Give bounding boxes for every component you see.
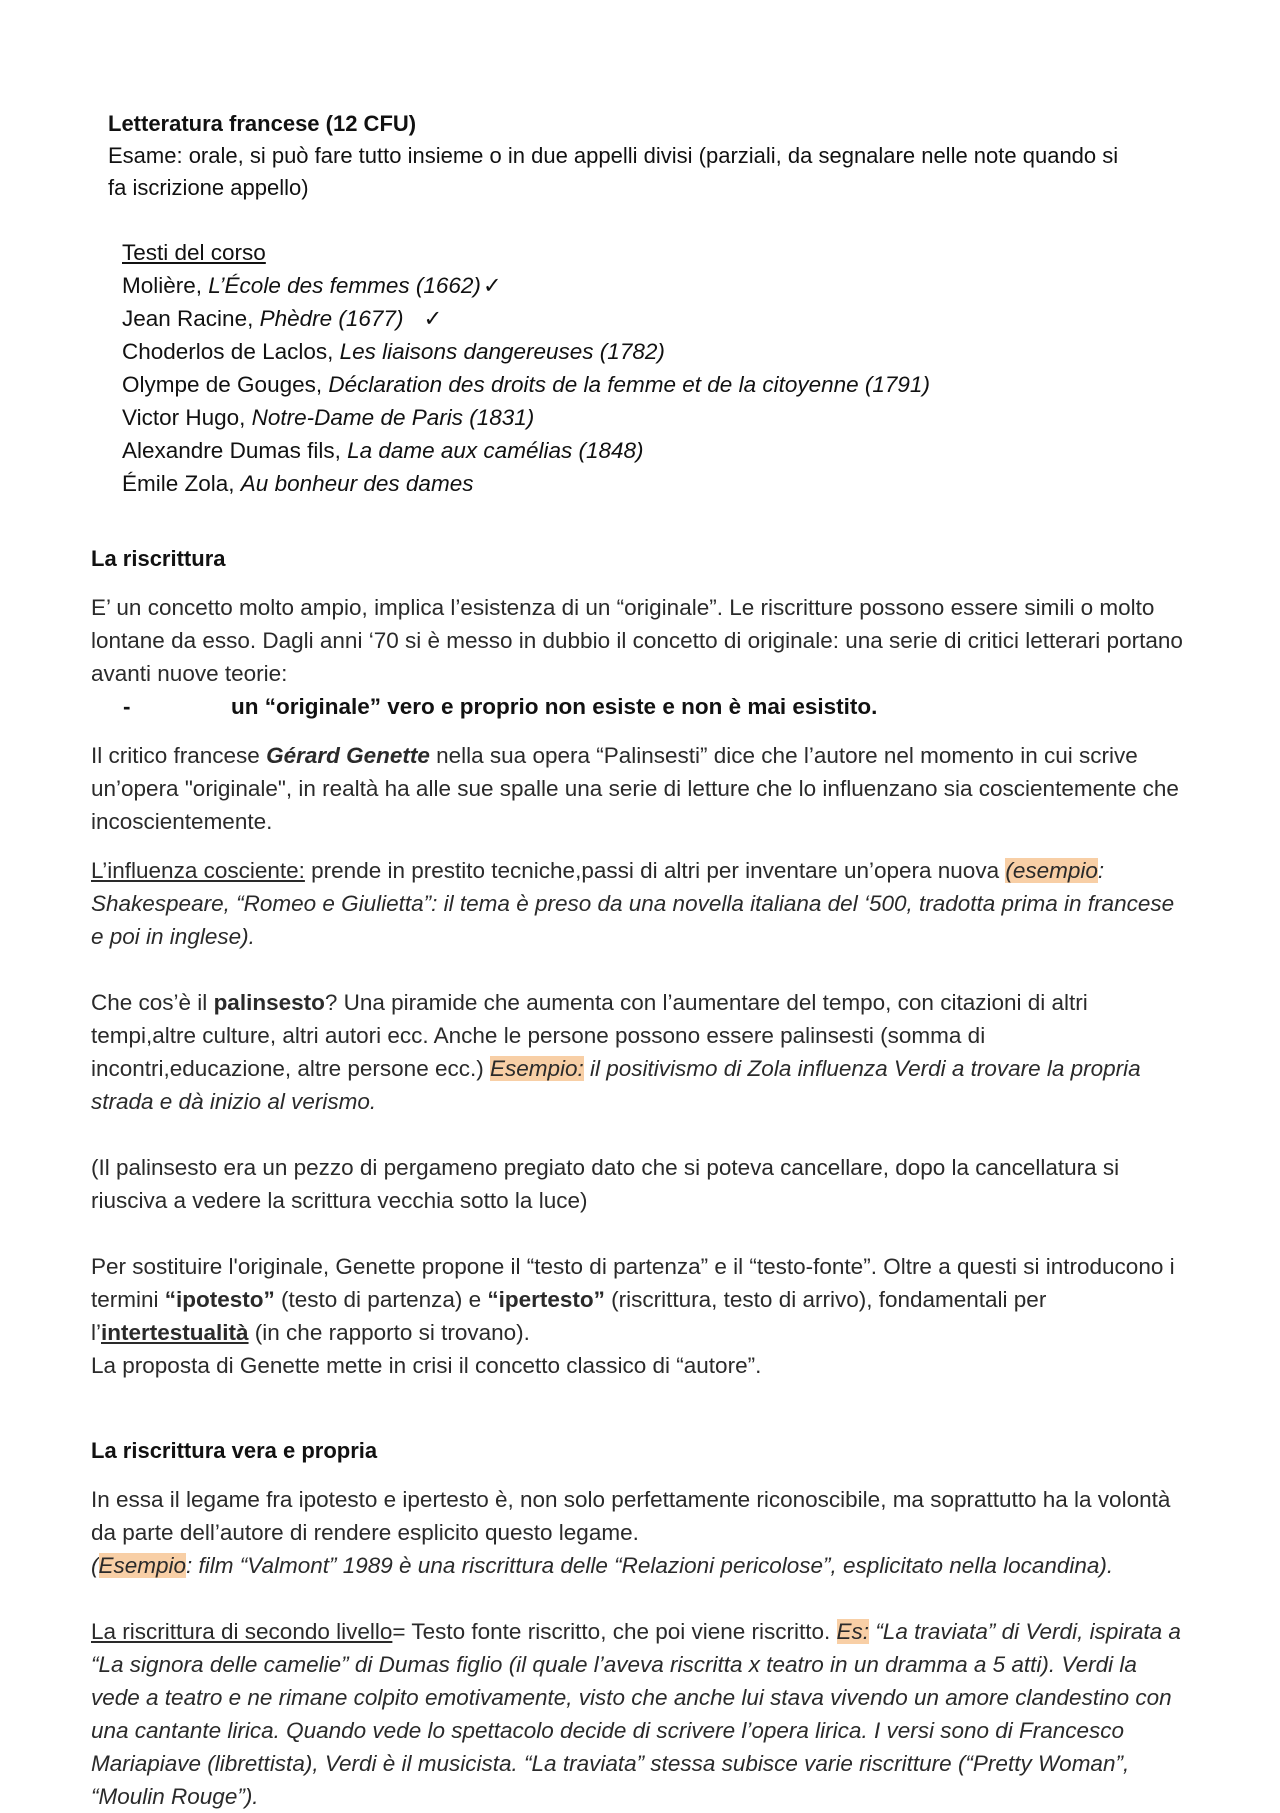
text-run: Per sostituire l'originale, Genette propone il “testo di partenza” e il “testo-fonte”. Oltre a questi si introducono i termini — [91, 1254, 1175, 1312]
book-item — [122, 368, 930, 401]
book-title: Les liaisons dangereuses (1782) — [339, 339, 665, 364]
book-item — [122, 335, 930, 368]
text-run: (in che rapporto si trovano). — [248, 1320, 530, 1345]
highlight: (esempio — [1005, 858, 1098, 883]
highlight: Es: — [836, 1619, 870, 1644]
book-author: Choderlos de Laclos, — [122, 339, 340, 364]
book-author: Olympe de Gouges, — [122, 372, 329, 397]
book-item — [122, 401, 930, 434]
book-title: Notre-Dame de Paris (1831) — [251, 405, 535, 430]
underlined-label: L’influenza cosciente: — [91, 858, 305, 883]
example-text: : film “Valmont” 1989 è una riscrittura delle “Relazioni pericolose”, esplicitato nella locandina). — [186, 1553, 1114, 1578]
paragraph — [91, 1483, 1191, 1582]
paragraph: E’ un concetto molto ampio, implica l’esistenza di un “originale”. Le riscritture possono essere simili o molto lontane da esso. Dagli anni ‘70 si è messo in dubbio il concetto di originale: una serie di critici letterari portano avanti nuove teorie: — [91, 595, 1183, 686]
section-riscrittura — [91, 542, 1191, 1382]
section-heading: La riscrittura vera e propria — [91, 1438, 378, 1463]
text-run: prende in prestito tecniche,passi di altri per inventare un’opera nuova — [304, 858, 1006, 883]
bold-underlined-term: intertestualità — [101, 1320, 249, 1345]
text-run: = Testo fonte riscritto, che poi viene riscritto. — [392, 1619, 837, 1644]
book-author: Molière, — [122, 273, 209, 298]
bullet-item — [91, 690, 1191, 723]
book-author: Victor Hugo, — [122, 405, 252, 430]
bold-term: “ipertesto” — [487, 1287, 605, 1312]
paragraph — [91, 1250, 1191, 1382]
paragraph — [91, 986, 1191, 1118]
paragraph: (Il palinsesto era un pezzo di pergameno pregiato dato che si poteva cancellare, dopo la cancellatura si riusciva a vedere la scrittura vecchia sotto la luce) — [91, 1155, 1120, 1213]
course-texts-heading: Testi del corso — [122, 240, 266, 265]
text-run: (testo di partenza) e — [274, 1287, 488, 1312]
highlight: Esempio: — [489, 1056, 584, 1081]
critic-name: Gérard Genette — [266, 743, 430, 768]
text-run: nella sua opera “Palinsesti” dice che l’autore nel momento in cui scrive un’opera "originale", in realtà ha alle sue spalle una serie di letture che lo influenzano sia coscientemente che incoscientemente. — [91, 743, 1179, 834]
book-title: Au bonheur des dames — [240, 471, 474, 496]
text-run: ? Una piramide che aumenta con l’aumentare del tempo, con citazioni di altri tempi,altre culture, altri autori ecc. Anche le persone possono essere palinsesti (somma di incontri,educazione, altre persone ecc.) — [91, 990, 1088, 1081]
book-author: Alexandre Dumas fils, — [122, 438, 348, 463]
text-run: Il critico francese — [91, 743, 267, 768]
example-text: : Shakespeare, “Romeo e Giulietta”: il tema è preso da una novella italiana del ‘500, tradotta prima in francese e poi in inglese). — [91, 858, 1175, 949]
underlined-label: La riscrittura di secondo livello — [91, 1619, 393, 1644]
text-run: Che cos’è il — [91, 990, 214, 1015]
course-texts — [122, 236, 930, 500]
check-icon: ✓ — [423, 306, 443, 331]
book-item — [122, 302, 930, 335]
book-author: Jean Racine, — [122, 306, 260, 331]
section-riscrittura-vera — [91, 1434, 1191, 1813]
book-author: Émile Zola, — [122, 471, 241, 496]
book-item — [122, 467, 930, 500]
text-run: (riscrittura, testo di arrivo), fondamentali per l’ — [91, 1287, 1047, 1345]
exam-info: Esame: orale, si può fare tutto insieme o in due appelli divisi (parziali, da segnalare nelle note quando si fa iscrizione appello) — [108, 143, 1119, 200]
bullet-text: un “originale” vero e proprio non esiste e non è mai esistito. — [231, 694, 878, 719]
course-header — [108, 108, 1128, 204]
book-item — [122, 434, 930, 467]
bullet-dash: - — [123, 694, 131, 719]
book-title: La dame aux camélias (1848) — [347, 438, 644, 463]
text-run: ( — [91, 1553, 99, 1578]
example-text: il positivismo di Zola influenza Verdi a trovare la propria strada e dà inizio al verismo. — [91, 1056, 1141, 1114]
paragraph — [91, 739, 1191, 838]
bold-term: “ipotesto” — [164, 1287, 275, 1312]
paragraph — [91, 1615, 1191, 1813]
text-run: In essa il legame fra ipotesto e ipertesto è, non solo perfettamente riconoscibile, ma soprattutto ha la volontà da parte dell’autore di rendere esplicito questo legame. — [91, 1487, 1171, 1545]
section-heading: La riscrittura — [91, 546, 226, 571]
example-text: “La traviata” di Verdi, ispirata a “La signora delle camelie” di Dumas figlio (il quale l’aveva riscritta x teatro in un dramma a 5 atti). Verdi la vede a teatro e ne rimane colpito emotivamente, visto che anche lui stava vivendo un amore clandestino con una cantante lirica. Quando vede lo spettacolo decide di scrivere l’opera lirica. I versi sono di Francesco Mariapiave (librettista), Verdi è il musicista. “La traviata” stessa subisce varie riscritture (“Pretty Woman”, “Moulin Rouge”). — [91, 1619, 1181, 1809]
book-title: L’École des femmes (1662) — [208, 273, 481, 298]
book-title: Phèdre (1677) — [259, 306, 404, 331]
book-title: Déclaration des droits de la femme et de la citoyenne (1791) — [328, 372, 930, 397]
bold-term: palinsesto — [213, 990, 325, 1015]
highlight: Esempio — [98, 1553, 187, 1578]
text-run: La proposta di Genette mette in crisi il concetto classico di “autore”. — [91, 1353, 762, 1378]
course-title: Letteratura francese (12 CFU) — [108, 111, 417, 136]
book-item — [122, 269, 930, 302]
paragraph — [91, 854, 1191, 953]
check-icon: ✓ — [482, 273, 502, 298]
